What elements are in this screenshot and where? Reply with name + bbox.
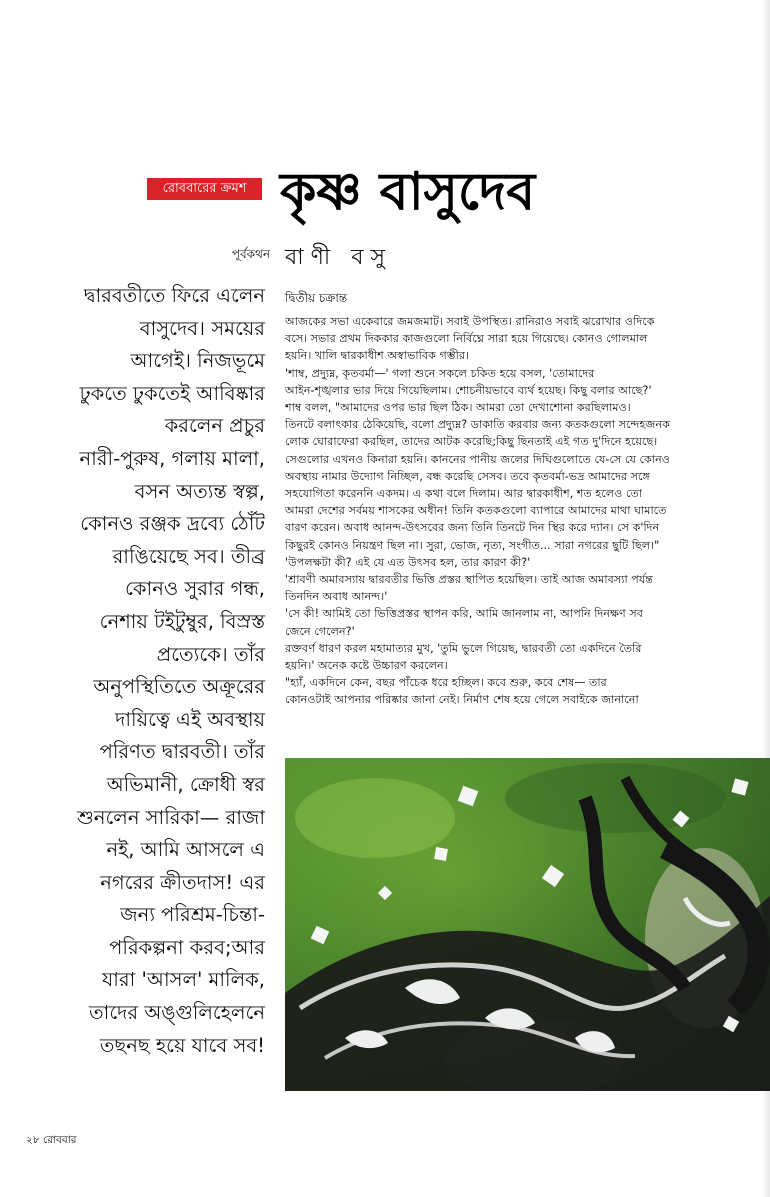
- summary-line: কোনও সুরার গন্ধ,: [124, 577, 265, 601]
- summary-line: বাসুদেব। সময়ের: [139, 316, 265, 340]
- story-line: হয়নি। খালি দ্বারকাধীশ অস্বাভাবিক গম্ভীর।: [285, 349, 470, 363]
- summary-line: দ্বারবতীতে ফিরে এলেন: [83, 284, 265, 307]
- summary-line: যারা 'আসল' মালিক,: [102, 968, 265, 992]
- story-line: সহযোগিতা করেননি একদম। এ কথা বলে দিলাম। আর দ্বারকাধীশ, শত হলেও তো: [285, 487, 643, 501]
- story-line: 'সে কী! আমিই তো ভিত্তিপ্রস্তর স্থাপন করি, আমি জানলাম না, আপনি দিনক্ষণ সব: [285, 607, 643, 621]
- previous-summary-label: পূর্বকথন: [231, 247, 270, 261]
- summary-line: প্রত্যেকে। তাঁর: [156, 642, 265, 666]
- summary-line: তাদের অঙ্গুলিহেলনে: [89, 1001, 265, 1025]
- summary-line: রাঙিয়েছে সব। তীব্র: [112, 544, 265, 568]
- summary-line: পরিকল্পনা করব;আর: [109, 935, 265, 959]
- summary-line: দায়িত্বে এই অবস্থায়: [115, 707, 265, 731]
- summary-line: পরিণত দ্বারবতী। তাঁর: [99, 740, 265, 764]
- summary-line: নেশায় টইটুম্বুর, বিস্রস্ত: [99, 609, 265, 633]
- series-label: রোববারের ক্রমশ: [147, 178, 262, 200]
- story-line: শাম্ব বলল, "আমাদের ওপর ভার ছিল ঠিক। আমরা তো দেখাশোনা করছিলামও।: [285, 401, 631, 415]
- summary-line: অভিমানী, ক্রোধী স্বর: [106, 772, 265, 796]
- chapter-heading: দ্বিতীয় চক্রান্ত: [285, 291, 348, 305]
- story-line: আমরা দেশের সর্বময় শাসকের অধীন! তিনি কতকগুলো ব্যাপারে আমাদের মাথা ঘামাতে: [285, 504, 667, 518]
- story-line: আইন-শৃঙ্খলার ভার দিয়ে গিয়েছিলাম। শোচনীয়ভাবে ব্যর্থ হয়েছ। কিছু বলার আছে?': [285, 383, 652, 397]
- story-line: বারণ করেন। অবাধ আনন্দ-উৎসবের জন্য তিনি তিনটে দিন স্থির করে দ্যান। সে ক'দিন: [285, 521, 660, 535]
- summary-line: অনুপস্থিতিতে অক্রূরের: [93, 675, 265, 699]
- story-body: [285, 313, 755, 753]
- author-name: বাণী বসু: [285, 245, 392, 270]
- story-line: সেগুলোর এখনও কিনারা হয়নি। কাননের পানীয় জলের দিঘিগুলোতে যে-সে যে কোনও: [285, 452, 671, 466]
- story-line: আজকের সভা একেবারে জমজমাট। সবাই উপস্থিত। রানিরাও সবাই ঝরোখার ওদিকে: [285, 315, 655, 328]
- story-line: হয়নি।' অনেক কষ্টে উচ্চারণ করলেন।: [285, 659, 448, 673]
- summary-line: শুনলেন সারিকা— রাজা: [77, 805, 265, 829]
- summary-line: বসন অত্যন্ত স্বল্প,: [134, 479, 265, 503]
- story-line: রক্তবর্ণ ধারণ করল মহামাত্যর মুখ, 'তুমি ভুলে গিয়েছ, দ্বারবতী তো একদিনে তৈরি: [285, 641, 642, 655]
- story-line: তিনদিন অবাধ আনন্দ।': [285, 590, 388, 604]
- summary-line: আগেই। নিজভূমে: [130, 349, 265, 373]
- story-line: কিছুরই কোনও নিয়ন্ত্রণ ছিল না। সুরা, ভোজ, নৃত্য, সংগীত... সারা নগরের ছুটি ছিল।": [285, 538, 660, 552]
- summary-line: করলেন প্রচুর: [164, 414, 265, 438]
- story-line: 'শ্রাবণী অমাবস্যায় দ্বারবতীর ভিত্তি প্রস্তর স্থাপিত হয়েছিল। তাই আজ অমাবস্যা পর্যন্ত: [285, 573, 653, 587]
- story-line: বসে। সভার প্রথম দিককার কাজগুলো নির্বিঘ্নে সারা হয়ে গিয়েছে। কোনও গোলমাল: [285, 332, 648, 346]
- story-line: 'উপলক্ষটা কী? এই যে এত উৎসব হল, তার কারণ কী?': [285, 555, 531, 569]
- illustration-artwork: [285, 758, 770, 1091]
- summary-line: নই, আমি আসলে এ: [106, 838, 265, 862]
- abstract-painting: [285, 758, 770, 1091]
- summary-line: ঢুকতে ঢুকতেই আবিষ্কার: [79, 381, 265, 405]
- summary-line: তছনছ হয়ে যাবে সব!: [99, 1033, 265, 1057]
- summary-line: নারী-পুরুষ, গলায় মালা,: [79, 446, 265, 470]
- story-line: "হ্যাঁ, একদিনে কেন, বছর পাঁচেক ধরে হচ্ছিল। কবে শুরু, কবে শেষ— তার: [285, 676, 607, 690]
- story-line: জেনে গেলেন?': [285, 624, 355, 638]
- summary-line: কোনও রঞ্জক দ্রব্যে ঠোঁট: [80, 512, 265, 536]
- story-title: কৃষ্ণ বাসুদেব: [280, 162, 536, 222]
- story-line: অবস্থায় নামার উদ্যোগ নিচ্ছিল, বন্ধ করেছি সেসব। তবে কৃতবর্মা-ভদ্র আমাদের সঙ্গে: [285, 469, 650, 483]
- story-line: লোক ঘোরাফেরা করছিল, তাদের আটক করেছি;কিছু ছিনতাই এই গত দু'দিনে হয়েছে।: [285, 435, 658, 449]
- story-line: তিনটে বলাৎকার ঠেকিয়েছি, বলো প্রদ্যুম্ন? ডাকাতি করবার জন্য কতকগুলো সন্দেহজনক: [285, 418, 670, 432]
- story-line: 'শাম্ব, প্রদ্যুম্ন, কৃতবর্মা—' গলা শুনে সকলে চকিত হয়ে বসল, 'তোমাদের: [285, 366, 595, 380]
- page-number-footer: ২৮ রোববার: [26, 1134, 77, 1146]
- story-line: কোনওটাই আপনার পরিষ্কার জানা নেই। নির্মাণ শেষ হয়ে গেলে সবাইকে জানানো: [285, 693, 639, 707]
- summary-line: নগরের ক্রীতদাস! এর: [100, 870, 265, 894]
- summary-line: জন্য পরিশ্রম-চিন্তা-: [120, 903, 265, 927]
- previous-summary: [22, 280, 265, 1057]
